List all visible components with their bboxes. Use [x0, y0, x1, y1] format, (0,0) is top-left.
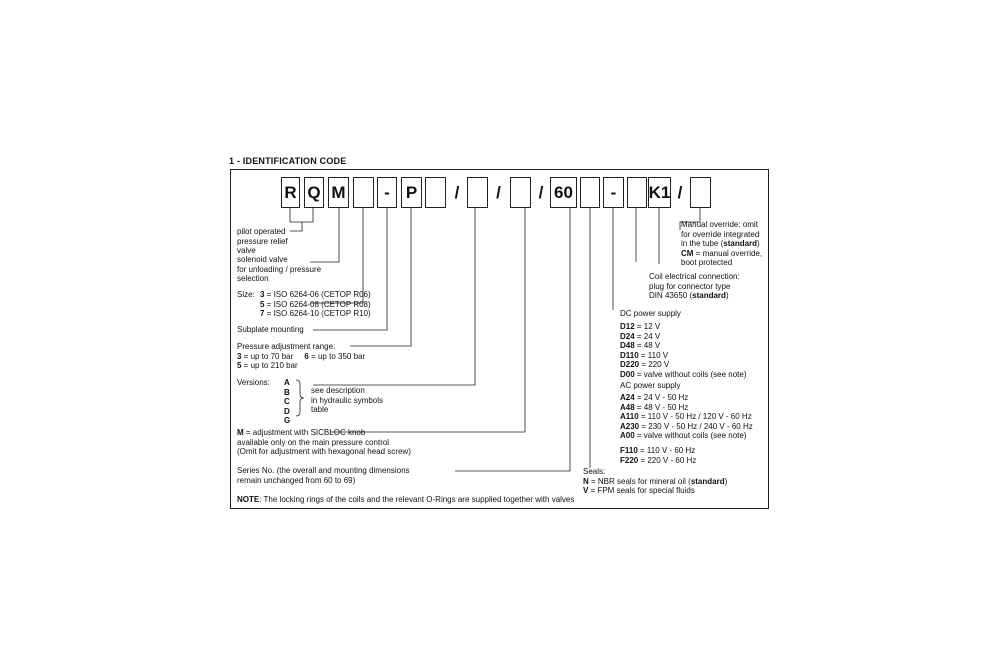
pilot-desc: pilot operated pressure relief valve — [237, 227, 288, 255]
code-box-k1: K1 — [648, 177, 671, 208]
subplate-desc: Subplate mounting — [237, 325, 304, 334]
versions-list: A B C D G — [284, 378, 291, 425]
m-knob-desc: M = adjustment with SICBLOC knob available only on the main pressure control (Omit for adjustment with hexagonal head screw) — [237, 428, 411, 456]
code-box-dash-1: - — [377, 177, 397, 208]
code-sep-slash-2: / — [496, 182, 501, 202]
dc-list: D12 = 12 V D24 = 24 V D48 = 48 V D110 = 110 V D220 = 220 V D00 = valve without coils (see note) — [620, 322, 747, 379]
code-sep-slash-4: / — [677, 182, 683, 202]
code-box-m: M — [328, 177, 349, 208]
pressure-range: Pressure adjustment range: 3 = up to 70 bar 6 = up to 350 bar 5 = up to 210 bar — [237, 342, 366, 370]
code-box-q: Q — [304, 177, 324, 208]
code-sep-slash-3: / — [538, 182, 544, 202]
code-sep-slash-1: / — [454, 182, 460, 202]
versions-label: Versions: — [237, 378, 270, 387]
code-box-series: 60 — [550, 177, 577, 208]
coil-connection-desc: Coil electrical connection: plug for connector type DIN 43650 (standard) — [649, 272, 740, 300]
f-list: F110 = 110 V - 60 Hz F220 = 220 V - 60 Hz — [620, 446, 697, 465]
footnote: NOTE: The locking rings of the coils and the relevant O-Rings are supplied together with valves — [237, 495, 575, 504]
size-label: Size: — [237, 290, 255, 299]
code-box-r: R — [281, 177, 300, 208]
code-box-dash-2: - — [603, 177, 624, 208]
section-title: 1 - IDENTIFICATION CODE — [229, 156, 347, 166]
size-list: 3 = ISO 6264-06 (CETOP R06) 5 = ISO 6264-08 (CETOP R08) 7 = ISO 6264-10 (CETOP R10) — [260, 290, 371, 318]
solenoid-desc: solenoid valve for unloading / pressure selection — [237, 255, 322, 283]
versions-desc: see description in hydraulic symbols table — [311, 386, 384, 414]
manual-override-desc: Manual override: omit for override integrated in the tube (standard) CM = manual override, boot protected — [681, 220, 763, 267]
dc-label: DC power supply — [620, 309, 681, 318]
series-desc: Series No. (the overall and mounting dimensions remain unchanged from 60 to 69) — [237, 466, 410, 485]
ac-list: A24 = 24 V - 50 Hz A48 = 48 V - 50 Hz A110 = 110 V - 50 Hz / 120 V - 60 Hz A230 = 230 V - 50 Hz / 240 V - 60 Hz A00 = valve without coils (see note) — [620, 393, 753, 440]
seals-desc: Seals: N = NBR seals for mineral oil (standard) V = FPM seals for special fluids — [583, 467, 728, 495]
code-box-p: P — [401, 177, 422, 208]
ac-label: AC power supply — [620, 381, 681, 390]
